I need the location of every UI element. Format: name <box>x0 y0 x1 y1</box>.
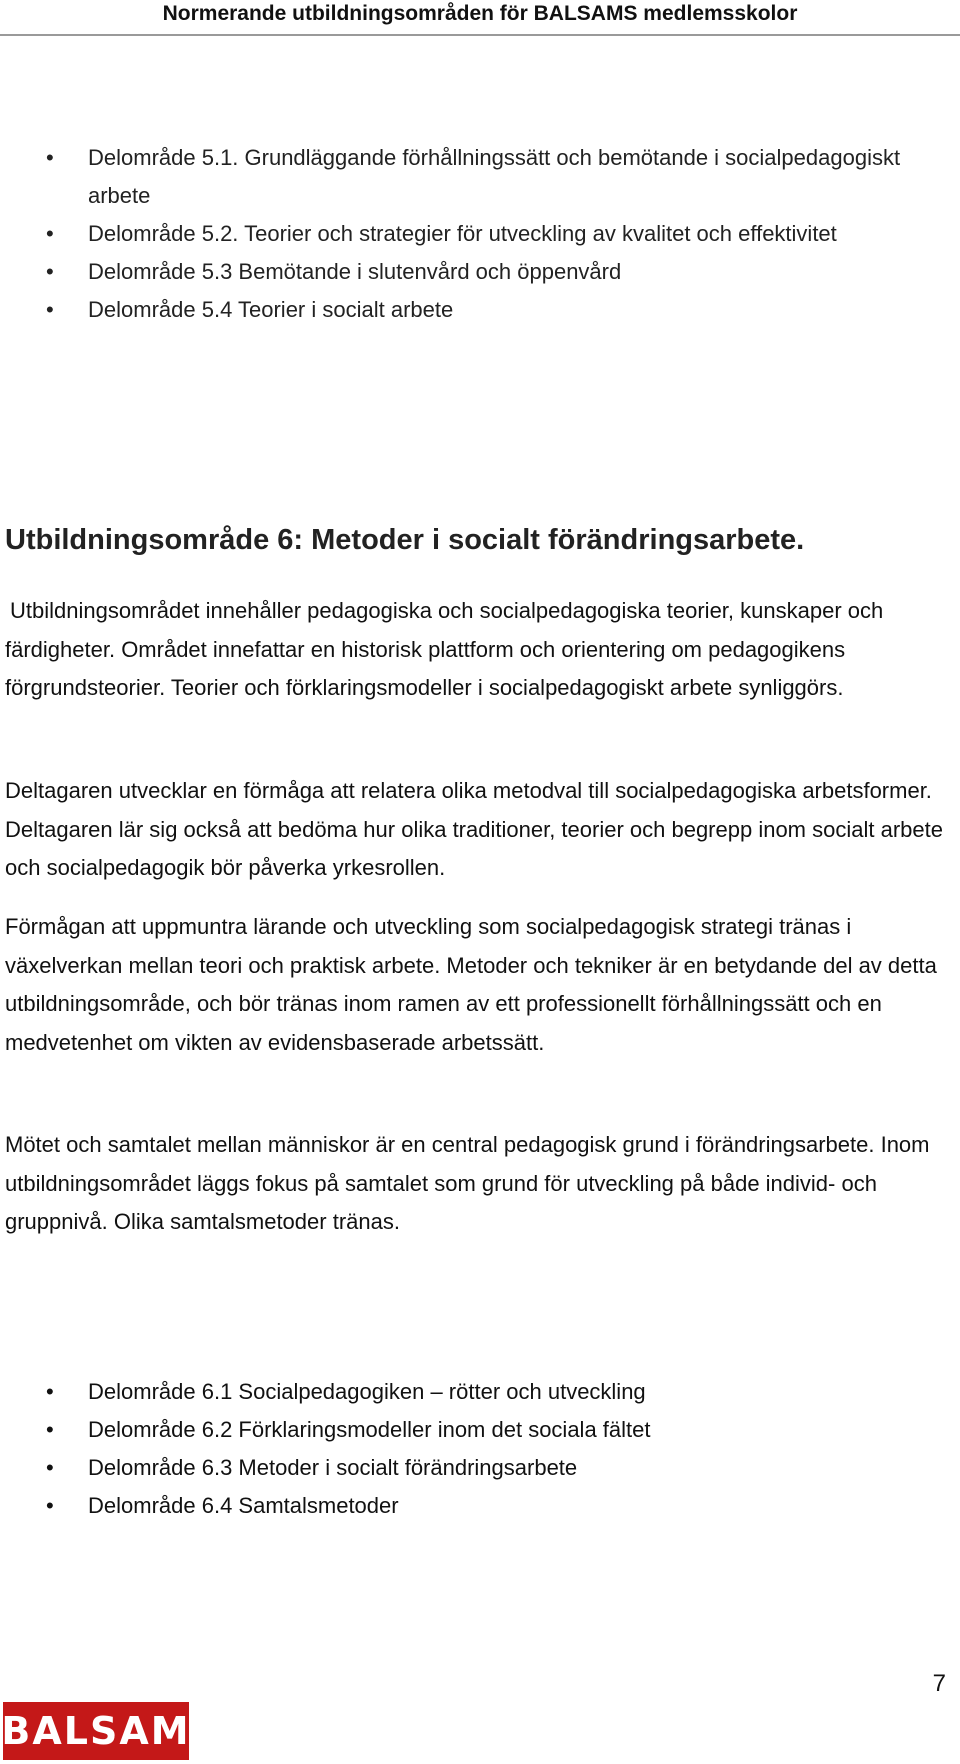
header-title: Normerande utbildningsområden för BALSAMS medlemsskolor <box>162 2 798 25</box>
list-item: • Delområde 5.4 Teorier i socialt arbete <box>40 291 920 329</box>
list-item: • Delområde 5.2. Teorier och strategier för utveckling av kvalitet och effektivitet <box>40 215 920 253</box>
list-item: • Delområde 6.3 Metoder i socialt förändringsarbete <box>40 1449 920 1487</box>
subarea-list-5 <box>40 139 920 329</box>
header-divider <box>0 34 960 36</box>
paragraph: Mötet och samtalet mellan människor är en central pedagogisk grund i förändringsarbete. Inom utbildningsområdet läggs fokus på samtalet som grund för utveckling på både individ- och gruppnivå. Olika samtalsmetoder tränas. <box>5 1132 930 1234</box>
paragraph: Förmågan att uppmuntra lärande och utveckling som socialpedagogisk strategi tränas i växelverkan mellan teori och praktisk arbete. Metoder och tekniker är en betydande del av detta utbildningsområde, och bör tränas inom ramen av ett professionellt förhållningssätt och en medvetenhet om vikten av evidensbaserade arbetssätt. <box>5 914 937 1055</box>
paragraph: Utbildningsområdet innehåller pedagogiska och socialpedagogiska teorier, kunskaper och färdigheter. Området innefattar en historisk plattform och orientering om pedagogikens förgrundsteorier. Teorier och förklaringsmodeller i socialpedagogiskt arbete synliggörs. <box>5 598 884 700</box>
section-heading: Utbildningsområde 6: Metoder i socialt förändringsarbete. <box>5 524 805 556</box>
list-item: • Delområde 5.3 Bemötande i slutenvård och öppenvård <box>40 253 920 291</box>
subarea-list-6 <box>40 1373 920 1525</box>
list-item: • Delområde 6.1 Socialpedagogiken – rötter och utveckling <box>40 1373 920 1411</box>
page-number: 7 <box>932 1670 946 1697</box>
logo-text: BALSAM <box>1 1709 191 1753</box>
page-header <box>0 0 960 34</box>
list-item: • Delområde 6.4 Samtalsmetoder <box>40 1487 920 1525</box>
list-item: • Delområde 6.2 Förklaringsmodeller inom det sociala fältet <box>40 1411 920 1449</box>
balsam-logo <box>3 1702 189 1760</box>
list-item: • Delområde 5.1. Grundläggande förhållningssätt och bemötande i socialpedagogiskt arbete <box>40 139 920 215</box>
paragraph: Deltagaren utvecklar en förmåga att relatera olika metodval till socialpedagogiska arbetsformer. Deltagaren lär sig också att bedöma hur olika traditioner, teorier och begrepp inom socialt arbete och socialpedagogik bör påverka yrkesrollen. <box>5 778 943 880</box>
